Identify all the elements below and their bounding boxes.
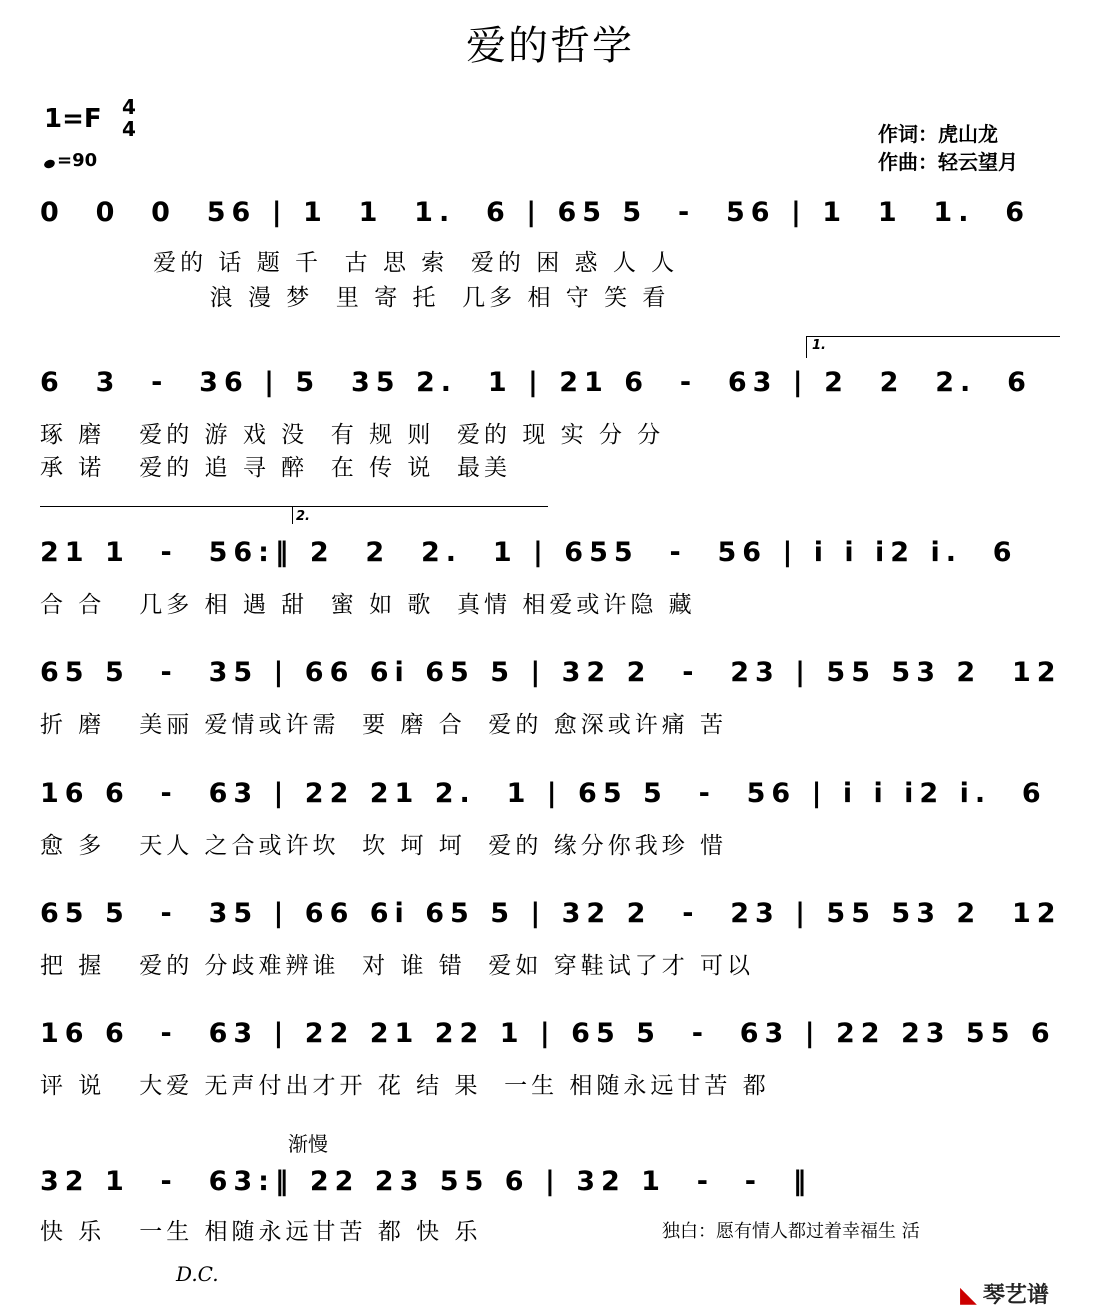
quarter-note-icon — [43, 158, 56, 169]
score-system-7 — [0, 1014, 1100, 1124]
score-system-6 — [0, 894, 1100, 1004]
lyrics-line: 折 磨 美丽 爱情或许需 要 磨 合 爱的 愈深或许痛 苦 — [40, 712, 728, 738]
logo-icon: ◣ — [960, 1283, 977, 1308]
lyrics-line: 评 说 大爱 无声付出才开 花 结 果 一生 相随永远甘苦 都 — [40, 1073, 770, 1099]
lyrics-verse-1: 爱的 话 题 千 古 思 索 爱的 困 惑 人 人 — [40, 250, 679, 276]
lyrics-line: 把 握 爱的 分歧难辨谁 对 谁 错 爱如 穿鞋试了才 可以 — [40, 953, 755, 979]
score-system-2 — [0, 363, 1100, 481]
notation-line: 16 6 - 63 | 22 21 2. 1 | 65 5 - 56 | i i i2 i. 6 — [40, 778, 1047, 809]
tempo-value: =90 — [57, 150, 98, 171]
notation-line: 65 5 - 35 | 66 6i 65 5 | 32 2 - 23 | 55 53 2 12 — [40, 898, 1062, 929]
time-signature-top: 4 — [122, 95, 136, 119]
time-signature-bottom: 4 — [122, 117, 136, 141]
page-title: 爱的哲学 — [466, 23, 634, 69]
notation-line: 6 3 - 36 | 5 35 2. 1 | 21 6 - 63 | 2 2 2. 6 — [40, 367, 1032, 398]
lyrics-verse-2: 承 诺 爱的 追 寻 醉 在 传 说 最美 — [40, 455, 512, 481]
lyrics-line: 合 合 几多 相 遇 甜 蜜 如 歌 真情 相爱或许隐 藏 — [40, 592, 696, 618]
watermark-logo — [960, 1278, 1049, 1309]
first-ending-label: 1. — [812, 338, 826, 353]
first-ending-bracket-left — [806, 336, 807, 358]
score-system-1 — [0, 193, 1100, 311]
lyrics-line: 快 乐 一生 相随永远甘苦 都 快 乐 — [40, 1219, 482, 1245]
score-system-5 — [0, 774, 1100, 884]
lyrics-line: 愈 多 天人 之合或许坎 坎 坷 坷 爱的 缘分你我珍 惜 — [40, 833, 728, 859]
notation-line: 65 5 - 35 | 66 6i 65 5 | 32 2 - 23 | 55 53 2 12 — [40, 657, 1062, 688]
second-ending-label: 2. — [296, 509, 310, 524]
lyricist-credit: 作词：虎山龙 — [878, 122, 998, 146]
notation-line: 21 1 - 56:‖ 2 2 2. 1 | 655 - 56 | i i i2 i. 6 — [40, 537, 1018, 568]
tempo-marking — [44, 150, 97, 171]
score-system-4 — [0, 653, 1100, 763]
ritardando-marking: 渐慢 — [288, 1132, 328, 1156]
key-signature: 1=F — [44, 104, 102, 134]
lyrics-verse-2: 浪 漫 梦 里 寄 托 几多 相 守 笑 看 — [40, 285, 670, 311]
watermark-text: 琴艺谱 — [982, 1283, 1049, 1308]
monologue-text: 独白：愿有情人都过着幸福生 活 — [662, 1221, 920, 1242]
score-system-3 — [0, 533, 1100, 643]
notation-line: 0 0 0 56 | 1 1 1. 6 | 65 5 - 56 | 1 1 1. 6 — [40, 197, 1031, 228]
first-ending-bracket — [806, 336, 1060, 337]
lyrics-verse-1: 琢 磨 爱的 游 戏 没 有 规 则 爱的 现 实 分 分 — [40, 422, 665, 448]
first-ending-continuation — [40, 506, 548, 507]
time-signature — [120, 96, 138, 140]
score-system-8 — [0, 1162, 1100, 1272]
notation-line: 32 1 - 63:‖ 22 23 55 6 | 32 1 - - ‖ — [40, 1166, 813, 1197]
composer-credit: 作曲：轻云望月 — [878, 150, 1018, 174]
dc-marking: D.C. — [176, 1262, 219, 1286]
second-ending-bracket-left — [292, 506, 293, 524]
notation-line: 16 6 - 63 | 22 21 22 1 | 65 5 - 63 | 22 23 55 6 — [40, 1018, 1056, 1049]
